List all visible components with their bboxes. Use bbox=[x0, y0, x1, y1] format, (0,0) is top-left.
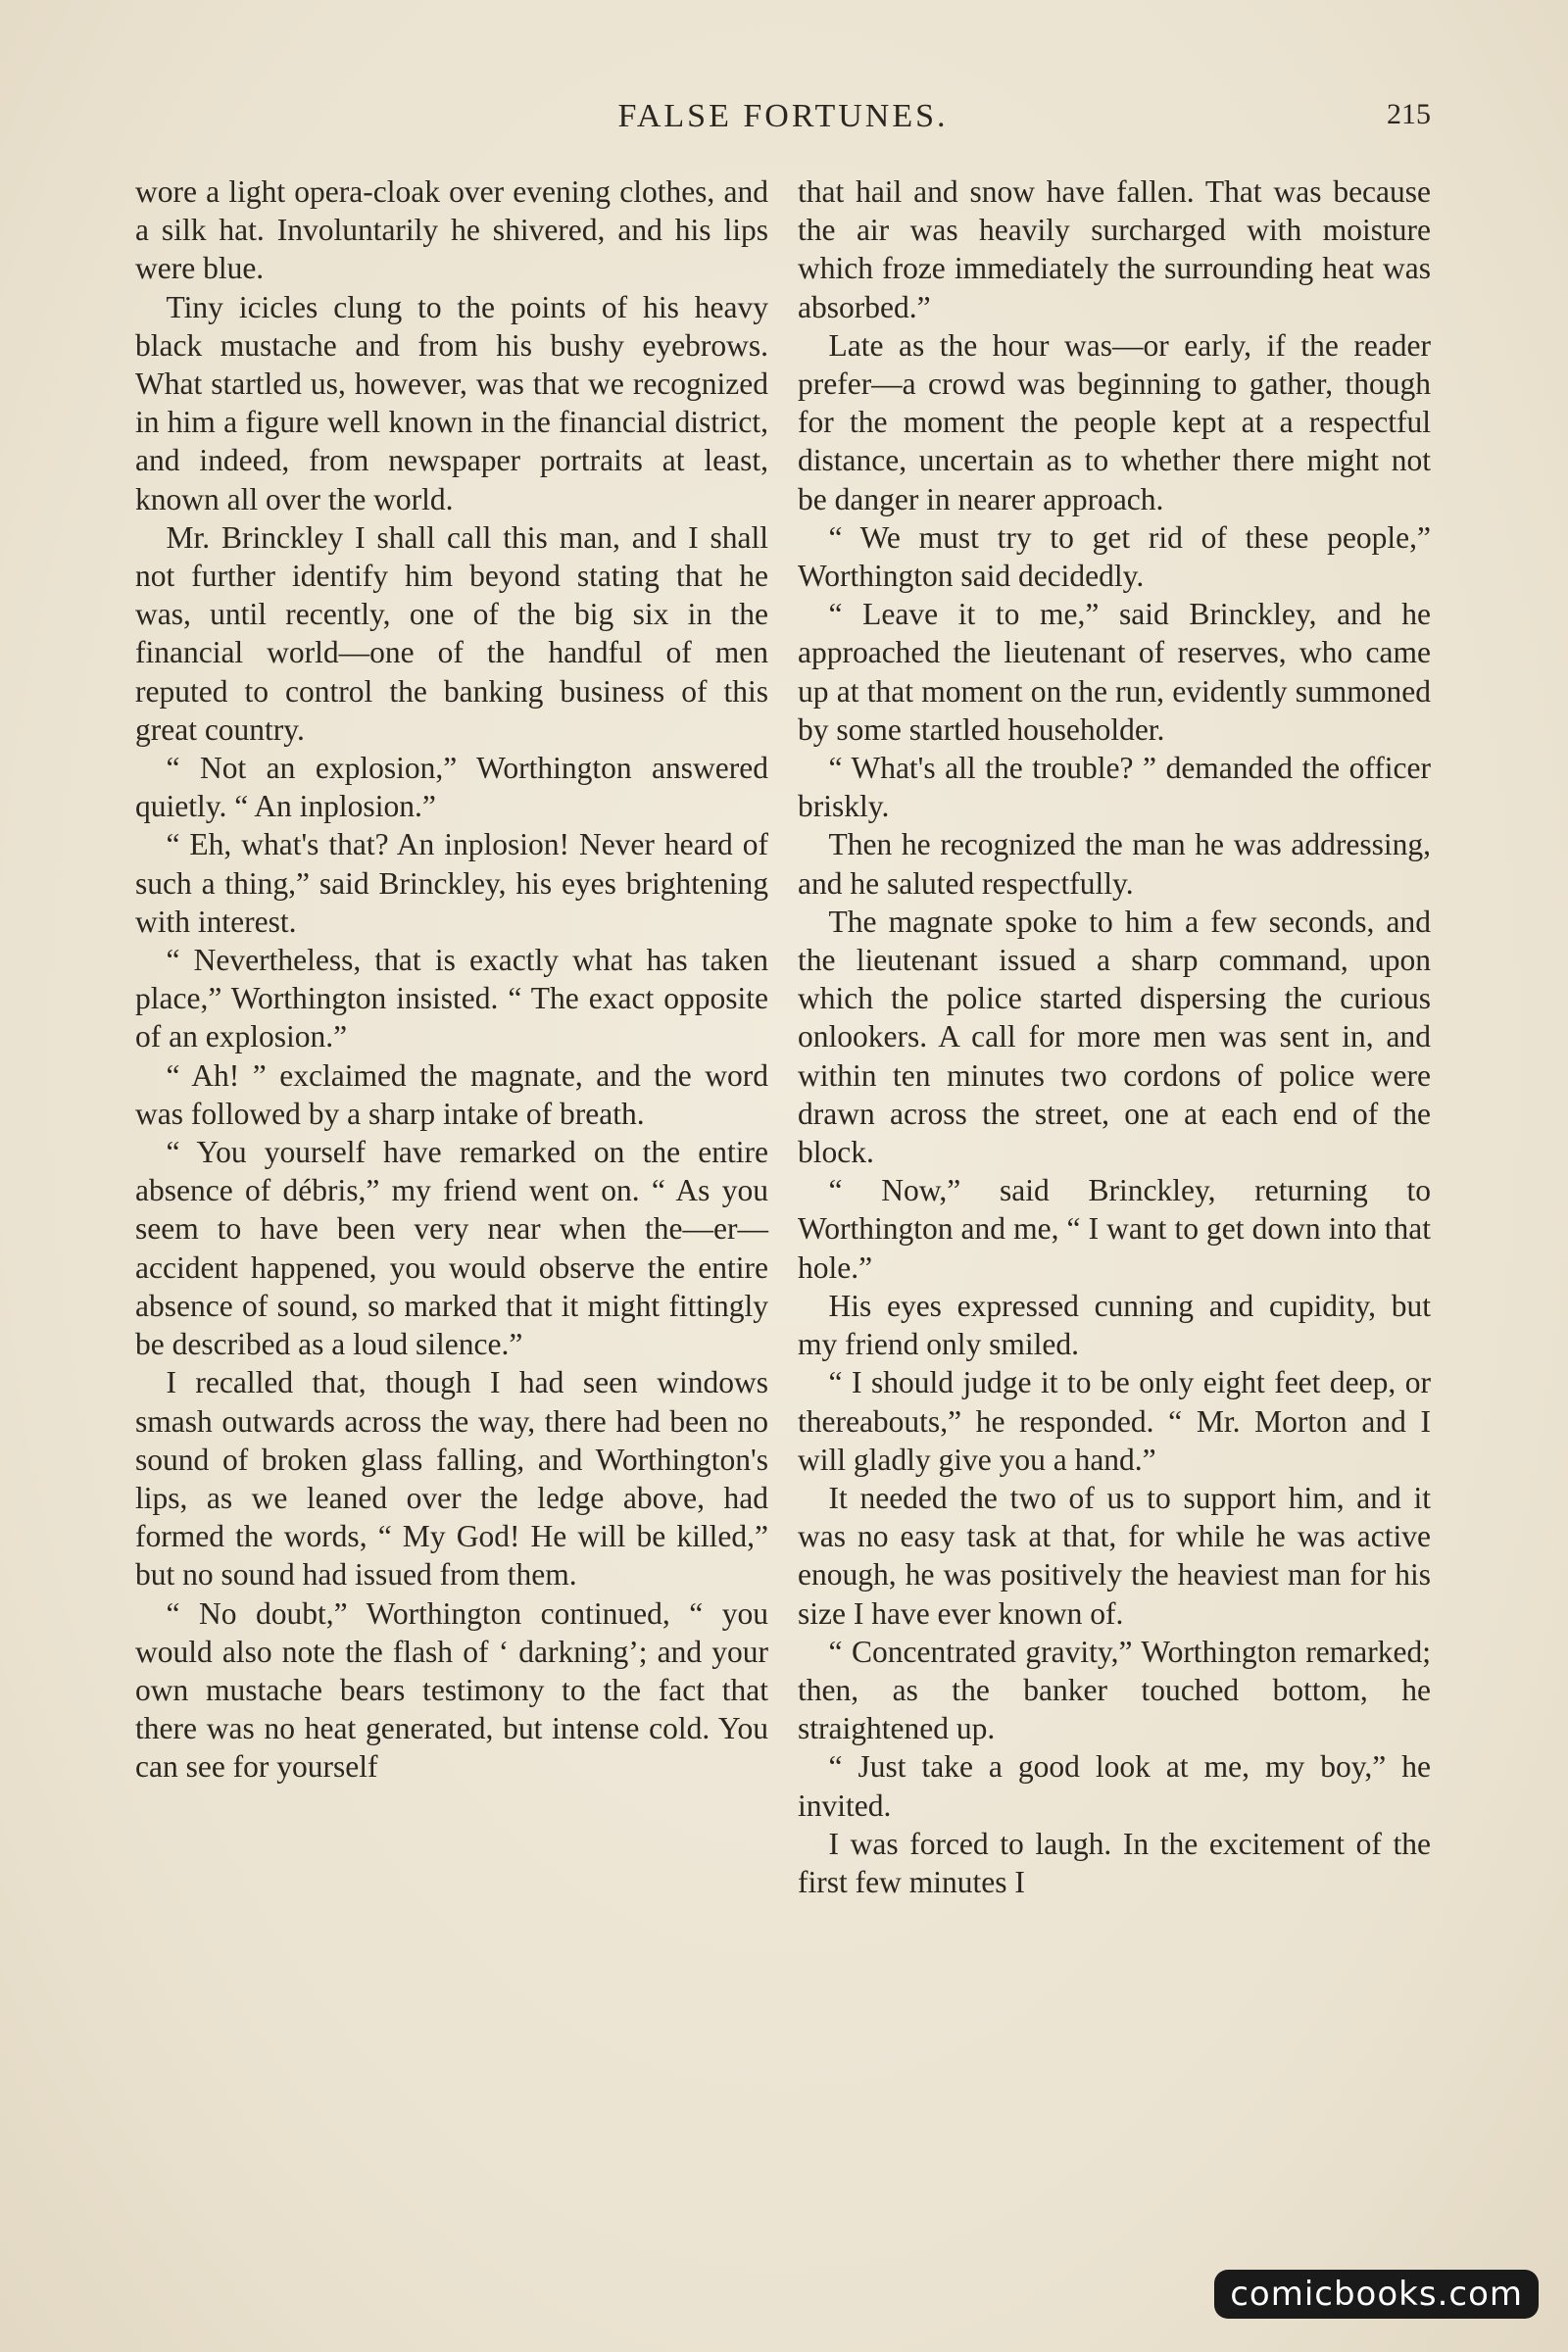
paragraph: “ Leave it to me,” said Brinckley, and he approached the lieutenant of reserves, who came up at that moment on the run, evidently summoned by some startled householder. bbox=[798, 597, 1431, 747]
paragraph: The magnate spoke to him a few seconds, and the lieutenant issued a sharp command, upon which the police started dispersing the curious onlookers. A call for more men was sent in, and within ten minutes two cordons of police were drawn across the street, one at each end of the block. bbox=[798, 904, 1431, 1170]
paragraph: wore a light opera-cloak over evening clothes, and a silk hat. Involuntarily he shivered, and his lips were blue. bbox=[135, 174, 768, 286]
right-column bbox=[798, 172, 1431, 2230]
paragraph: “ Not an explosion,” Worthington answered quietly. “ An inplosion.” bbox=[135, 751, 768, 824]
paragraph: “ Nevertheless, that is exactly what has taken place,” Worthington insisted. “ The exact opposite of an explosion.” bbox=[135, 943, 768, 1054]
paragraph: “ I should judge it to be only eight feet deep, or thereabouts,” he responded. “ Mr. Morton and I will gladly give you a hand.” bbox=[798, 1365, 1431, 1477]
paragraph: Late as the hour was—or early, if the reader prefer—a crowd was beginning to gather, though for the moment the people kept at a respectful distance, uncertain as to whether there might not be danger in nearer approach. bbox=[798, 327, 1431, 516]
paragraph: “ You yourself have remarked on the entire absence of débris,” my friend went on. “ As you seem to have been very near when the—er—accident happened, you would observe the entire absence of sound, so marked that it might fittingly be described as a loud silence.” bbox=[135, 1135, 768, 1362]
paragraph: Then he recognized the man he was addressing, and he saluted respectfully. bbox=[798, 827, 1431, 901]
paragraph: Mr. Brinckley I shall call this man, and I shall not further identify him beyond stating that he was, until recently, one of the big six in the financial world—one of the handful of men reputed to control the banking business of this great country. bbox=[135, 519, 768, 747]
paragraph: It needed the two of us to support him, and it was no easy task at that, for while he was active enough, he was positively the heaviest man for his size I have ever known of. bbox=[798, 1480, 1431, 1631]
paragraph: “ Now,” said Brinckley, returning to Worthington and me, “ I want to get down into that hole.” bbox=[798, 1173, 1431, 1285]
page-number: 215 bbox=[1387, 98, 1431, 130]
paragraph: “ We must try to get rid of these people,” Worthington said decidedly. bbox=[798, 519, 1431, 594]
paragraph: “ What's all the trouble? ” demanded the officer briskly. bbox=[798, 751, 1431, 824]
paragraph: “ No doubt,” Worthington continued, “ you would also note the flash of ‘ darkning’; and your own mustache bears testimony to the fact that there was no heat generated, but intense cold. You can see for yourself bbox=[135, 1595, 768, 1785]
paragraph: “ Concentrated gravity,” Worthington remarked; then, as the banker touched bottom, he straightened up. bbox=[798, 1634, 1431, 1746]
paragraph: I was forced to laugh. In the excitement of the first few minutes I bbox=[798, 1826, 1431, 1899]
running-title: FALSE FORTUNES. bbox=[617, 98, 949, 134]
paragraph: I recalled that, though I had seen windows smash outwards across the way, there had been no sound of broken glass falling, and Worthington's lips, as we leaned over the ledge above, had formed the words, “ My God! He will be killed,” but no sound had issued from them. bbox=[135, 1365, 768, 1592]
paragraph: that hail and snow have fallen. That was because the air was heavily surcharged with moisture which froze immediately the surrounding heat was absorbed.” bbox=[798, 174, 1431, 324]
text-columns bbox=[135, 172, 1431, 2230]
paragraph: His eyes expressed cunning and cupidity, but my friend only smiled. bbox=[798, 1288, 1431, 1362]
watermark: comicbooks.com bbox=[1214, 2270, 1539, 2319]
paragraph: “ Just take a good look at me, my boy,” he invited. bbox=[798, 1749, 1431, 1823]
paragraph: “ Eh, what's that? An inplosion! Never heard of such a thing,” said Brinckley, his eyes brightening with interest. bbox=[135, 827, 768, 939]
page-header bbox=[135, 98, 1431, 147]
paragraph: Tiny icicles clung to the points of his heavy black mustache and from his bushy eyebrows. What startled us, however, was that we recognized in him a figure well known in the financial district, and indeed, from newspaper portraits at least, known all over the world. bbox=[135, 289, 768, 516]
paragraph: “ Ah! ” exclaimed the magnate, and the word was followed by a sharp intake of breath. bbox=[135, 1057, 768, 1131]
left-column bbox=[135, 172, 768, 2230]
